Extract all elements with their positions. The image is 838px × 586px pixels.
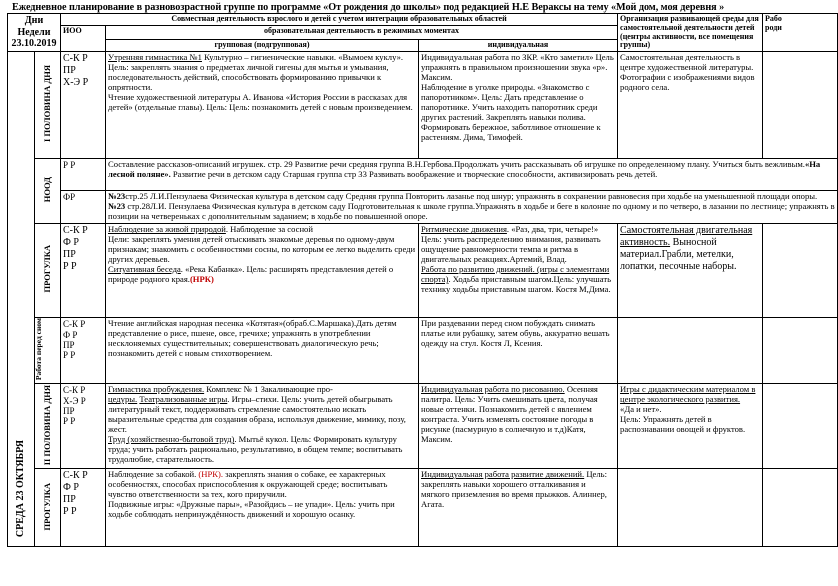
- parents-cell: [763, 224, 838, 318]
- table-row: [8, 191, 838, 224]
- code: С-К Р: [63, 225, 88, 237]
- section-label: ПРОГУЛКА: [41, 482, 52, 531]
- codes-cell: [61, 52, 106, 159]
- individual-header: индивидуальная: [419, 40, 618, 52]
- day-cell: [8, 52, 35, 547]
- parents-cell: [763, 318, 838, 384]
- days-label: Дни: [24, 15, 44, 26]
- code: С-К Р: [63, 319, 86, 330]
- lesson-number: №23: [108, 191, 126, 202]
- group-cell: [106, 52, 419, 159]
- wakeup-gym: Гимнастика пробуждения.: [108, 384, 205, 395]
- individual-text: . «Раз, два, три, четыре!» Цель: учить распределению внимания, развивать ощущение равномерности темпа и ритма в двигательных реакциях.Артемий, Влад.: [421, 224, 601, 265]
- codes-cell: [61, 469, 106, 547]
- individual-text: . Ходьба приставным шагом.Цель: улучшать технику ходьбы приставным шагом. Костя М,Дима.: [421, 274, 612, 294]
- parents-cell: [763, 469, 838, 547]
- drawing-title: Индивидуальная работа по рисованию.: [421, 384, 565, 395]
- group-text: закреплять знания о собаке, ее характерных особенностях, способах приспособления к окружающей среде; воспитывать чувство ответственности за тех, кого приручили.: [108, 469, 388, 500]
- code: Р Р: [61, 159, 106, 191]
- table-row: [8, 159, 838, 191]
- nrk-badge: (НРК): [189, 274, 214, 285]
- code: Ф Р: [63, 482, 79, 494]
- env-header: Организация развивающей среды для самостоятельной деятельности детей (центры активности, все помещения группы): [618, 14, 763, 52]
- group-text: Подвижные игры: «Дружные пары», «Разойдись – не упади». Цель: учить при ходьбе соблюдать непринуждённость движений и хорошую осанку.: [108, 499, 395, 520]
- group-text: Чтение художественной литературы А. Иванова «История России в рассказах для детей» (отдельные главы). Цель: Цель: познакомить детей с новым произведением.: [108, 92, 413, 113]
- morning-gym: Утренняя гимнастика №1: [108, 52, 202, 63]
- planning-table: [7, 13, 838, 547]
- movement-title: Работа по развитию движений. (игры с элементами спорта): [421, 264, 610, 285]
- edu-regime-header: образовательная деятельность в режимных моментах: [106, 26, 618, 40]
- code: Р Р: [63, 261, 77, 273]
- group-text: . Игры–стихи. Цель: учить детей обыгрывать литературный текст, поддерживать стремление самостоятельно искать выразительные средства для создания образа, используя движение, мимику, позу, жест.: [108, 394, 406, 435]
- individual-cell: [419, 469, 618, 547]
- code: Х-Э Р: [63, 395, 86, 406]
- observation-title: Наблюдение за живой природой: [108, 224, 226, 235]
- code: Р Р: [63, 506, 77, 518]
- table-row: [8, 52, 838, 159]
- week-label: Недели: [17, 26, 51, 38]
- code: ПР: [63, 494, 76, 506]
- table-row: [8, 318, 838, 384]
- individual-text: Индивидуальная работа по ЗКР. «Кто заметил» Цель упражнять в правильном произношении звука «р». Максим.: [421, 52, 614, 83]
- phys-text: стр.28Л.И. Пензулаева Физическая культура в детском саду Подготовительная к школе группа.Упражнять в ходьбе и беге в колонне по одному и по четверо, в лазании по лестнице; упражнять в позиции на четвереньках с дополнительным заданием; в ходьбе по повышенной опоре.: [108, 201, 835, 222]
- movement-title: Индивидуальная работа развитие движений.: [421, 469, 585, 480]
- group-header: групповая (подгрупповая): [106, 40, 419, 52]
- code: С-К Р: [63, 53, 88, 65]
- section-first-half: [35, 52, 61, 159]
- section-label: НООД: [41, 177, 52, 203]
- code: Р Р: [63, 416, 76, 427]
- theatre-games: Театрализованные игры: [139, 394, 228, 405]
- nod-cell: [106, 159, 838, 191]
- group-text: . «Река Кабанка». Цель: расширять представления детей о природе родного края.: [108, 264, 394, 285]
- code: Р Р: [63, 350, 76, 361]
- day-label: СРЕДА 23 ОКТЯБРЯ: [15, 440, 27, 538]
- code: ПР: [63, 339, 75, 350]
- code: ПР: [63, 405, 75, 416]
- individual-text: Осенняя палитра. Цель: Учить смешивать цвета, получая новые оттенки. Познакомить детей с явлением контраста. Учить изменять состояние погоды в рисунке (пасмурную в солнечную и т.д)Катя, Максим.: [421, 384, 598, 445]
- code: ПР: [63, 249, 76, 261]
- phys-cell: [106, 191, 838, 224]
- individual-cell: При раздевании перед сном побуждать снимать платье или рубашку, затем обувь, аккуратно вешать одежду на стул. Костя Л, Ксения.: [419, 318, 618, 384]
- section-second-half: [35, 384, 61, 469]
- observation-title: Наблюдение за собакой.: [108, 469, 199, 480]
- table-row: [8, 384, 838, 469]
- section-label: Работа перед сном: [34, 318, 43, 381]
- nod-text: Составление рассказов-описаний игрушек. стр. 29 Развитие речи средняя группа В.Н.Гербова.Продолжать учить рассказывать об игрушке по определенному плану. Учиться быть вежливым.: [108, 159, 805, 170]
- group-cell: [106, 469, 419, 547]
- section-walk-2: [35, 469, 61, 547]
- group-text: Комплекс № 1 Закаливающие про-: [204, 384, 333, 395]
- env-text: Цель: Упражнять детей в распознавании овощей и фруктов.: [620, 414, 746, 435]
- section-walk: [35, 224, 61, 318]
- env-title: Игры с дидактическим материалом в центре экологического развития.: [620, 384, 756, 405]
- group-text: . Наблюдение за сосной: [225, 224, 313, 235]
- section-nod: [35, 159, 61, 224]
- codes-cell: [61, 318, 106, 384]
- work-header-text: Рабо: [765, 14, 782, 23]
- env-cell: [618, 469, 763, 547]
- individual-text: Цель: закреплять навыки хорошего отталкивания и мягкого приземления во время прыжков. Алиннер, Агата.: [421, 469, 607, 510]
- codes-cell: [61, 384, 106, 469]
- lesson-number: №23: [108, 201, 126, 212]
- group-cell: [106, 224, 419, 318]
- code: ПР: [63, 65, 76, 77]
- env-cell: [618, 384, 763, 469]
- env-text: Выносной материал.Грабли, метелки, лопатки, песочные наборы.: [620, 237, 737, 273]
- code: С-К Р: [63, 470, 88, 482]
- group-cell: [106, 384, 419, 469]
- env-text: «Да и нет».: [620, 404, 662, 415]
- parents-header-text: роди: [765, 22, 782, 32]
- code: Ф Р: [63, 237, 79, 249]
- table-row: [8, 224, 838, 318]
- section-label: I ПОЛОВИНА ДНЯ: [41, 65, 52, 143]
- nod-bold: «На лесной поляне».: [108, 159, 821, 180]
- page-title: Ежедневное планирование в разновозрастной группе по программе «От рождения до школы» под редакцией Н.Е Вераксы на тему «Мой дом, моя деревня »: [12, 2, 725, 13]
- parents-cell: [763, 52, 838, 159]
- env-cell: [618, 318, 763, 384]
- code: Ф Р: [63, 329, 78, 340]
- group-text: . Мытьё кукол. Цель: Формировать культуру труда; учить работать рационально, результативно, в общем темпе; воспитывать трудолюбие, старательность.: [108, 434, 403, 465]
- nod-text: Развитие речи в детском саду Старшая группа стр 33 Развивать воображение и творческие способности, активизировать речь детей.: [170, 169, 658, 180]
- work-parents-header: [763, 14, 838, 52]
- group-text: Культурно – гигиенические навыки. «Вымоем куклу». Цель: закреплять знания о предметах личной гигены для мытья и умывания, последовательность действий, способствовать формированию привычки к опрятности.: [108, 52, 404, 93]
- days-week-header: [8, 14, 61, 52]
- code: С-К Р: [63, 385, 86, 396]
- codes-cell: [61, 224, 106, 318]
- code: ФР: [61, 191, 106, 224]
- individual-text: Наблюдение в уголке природы. «Знакомство с папоротником». Цель: Дать представление о папоротнике. Учить находить папоротник среди других растений. Закреплять навыки полива. Формировать бережное, заботливое отношение к растениям. Дима, Тимофей.: [421, 82, 601, 142]
- procedures: цедуры.: [108, 394, 138, 405]
- joint-activity-header: Совместная деятельность взрослого и детей с учетом интеграции образовательных областей: [61, 14, 618, 26]
- labour-title: Труд (хозяйственно-бытовой труд): [108, 434, 235, 445]
- date-label: 23.10.2019: [11, 38, 57, 50]
- env-cell: [618, 224, 763, 318]
- section-label: ПРОГУЛКА: [41, 245, 52, 293]
- table-row: [8, 469, 838, 547]
- section-label: II ПОЛОВИНА ДНЯ: [41, 384, 52, 465]
- code: Х-Э Р: [63, 77, 89, 89]
- individual-cell: [419, 224, 618, 318]
- group-text: Цели: закреплять умения детей отыскивать знакомые деревья по одному-двум признакам; знакомить с особенностями сосны, по которым ее легко выделить среди других деревьев.: [108, 234, 416, 265]
- env-cell: Самостоятельная деятельность в центре художественной литературы. Фотографии с изображениями видов родного села.: [618, 52, 763, 159]
- individual-cell: [419, 384, 618, 469]
- phys-text: стр.25 Л.И.Пензулаева Физическая культура в детском саду Средняя группа Повторить лазанье под шнур; упражнять в сохранении равновесия при ходьбе на уменьшенной площади опоры.: [125, 191, 818, 202]
- parents-cell: [763, 384, 838, 469]
- env-title: Самостоятельная двигательная активность.: [620, 225, 753, 249]
- nrk-badge: (НРК).: [198, 469, 223, 480]
- ioo-header: ИОО: [61, 26, 106, 52]
- section-before-sleep: [35, 318, 61, 384]
- rhythmic-title: Ритмические движения: [421, 224, 507, 235]
- group-cell: Чтение английская народная песенка «Котятая»(обраб.С.Маршака).Дать детям представление о рисе, пшене, овсе, гречихе; упражнять в употреблении несклоняемых существительных; совершенствовать диалогическую речь; познакомить детей с новым стихотворением.: [106, 318, 419, 384]
- talk-title: Ситуативная беседа: [108, 264, 181, 275]
- individual-cell: [419, 52, 618, 159]
